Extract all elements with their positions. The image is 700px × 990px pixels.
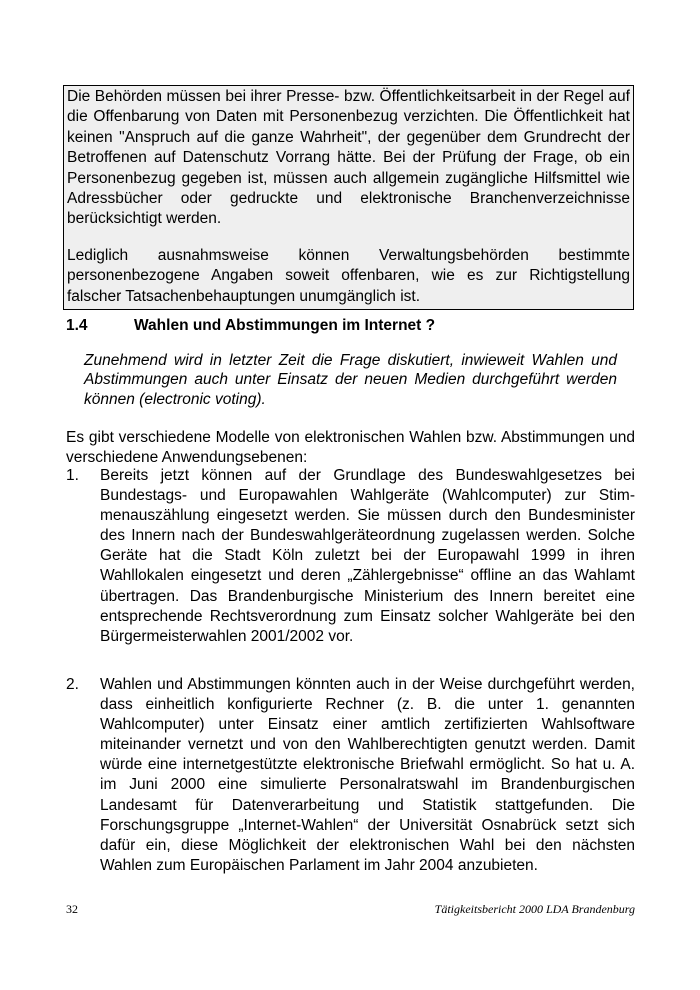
list-item: [66, 675, 635, 876]
list-item-text: Wahlen und Abstimmungen könnten auch in der Weise durchgeführt werden, dass einheitlich konfigurierte Rechner (z. B. die unter 1. genannten Wahlcomputer) unter Einsatz einer amtlich zertifizierten Wahlsoftware miteinander vernetzt und von den Wahlberechtigten genutzt werden. Damit würde eine internetgestützte elektronische Briefwahl ermöglicht. So hat u. A. im Juni 2000 eine simulierte Personalratswahl im Brandenburgischen Landesamt für Datenverarbeitung und Statistik stattgefunden. Die Forschungsgruppe „Internet-Wahlen“ der Universität Osnabrück setzt sich dafür ein, diese Möglichkeit der elektronischen Wahl bei den nächsten Wahlen zum Europäischen Parlament im Jahr 2004 anzubieten.: [100, 676, 635, 874]
boxed-note-paragraph-2: Lediglich ausnahmsweise können Verwaltungsbehörden bestimmte personenbezogene Angaben soweit offenbaren, wie es zur Richtigstellung falscher Tatsachenbehauptungen unumgänglich ist.: [67, 246, 630, 305]
section-number: 1.4: [66, 317, 88, 334]
list-item-text: Bereits jetzt können auf der Grundlage des Bundeswahlgesetzes bei Bundestags- und Europawahlen Wahlgeräte (Wahlcomputer) zur Stimmenauszählung eingesetzt werden. Sie müssen durch den Bundesminister des Innern nach der Bundeswahlgeräteordnung zugelassen werden. Solche Geräte hat die Stadt Köln zuletzt bei der Europawahl 1999 in ihren Wahllokalen eingesetzt und deren „Zählergebnisse“ offline an das Wahlamt übertragen. Das Brandenburgische Ministerium des Innern bereitet eine entsprechende Rechtsverordnung zum Einsatz solcher Wahlgeräte bei den Bürgermeisterwahlen 2001/2002 vor.: [100, 467, 635, 645]
boxed-note-paragraph-1: Die Behörden müssen bei ihrer Presse- bzw. Öffentlichkeitsarbeit in der Regel auf die Offenbarung von Daten mit Personenbezug verzichten. Die Öffentlichkeit hat keinen "Anspruch auf die ganze Wahrheit", der gegenüber dem Grundrecht der Betroffenen auf Datenschutz Vorrang hätte. Bei der Prüfung der Frage, ob ein Personenbezug gegeben ist, müssen auch allgemein zugängliche Hilfsmittel wie Adressbücher oder gedruckte und elektronische Branchenverzeichnisse berücksichtigt werden.: [67, 88, 630, 228]
list-item: [66, 466, 635, 647]
report-title: Tätigkeitsbericht 2000 LDA Brandenburg: [434, 902, 635, 916]
section-intro: Zunehmend wird in letzter Zeit die Frage diskutiert, inwieweit Wahlen und Abstimmungen auch unter Einsatz der neuen Medien durchgeführt werden können (electronic voting).: [84, 352, 617, 408]
section-heading: [66, 316, 636, 336]
lead-paragraph: Es gibt verschiedene Modelle von elektronischen Wahlen bzw. Abstimmungen und verschiedene Anwendungsebenen:: [66, 429, 635, 466]
section-title: Wahlen und Abstimmungen im Internet ?: [134, 317, 436, 334]
list-item-number: 1.: [66, 467, 79, 484]
list-item-number: 2.: [66, 676, 79, 693]
boxed-note: [63, 85, 634, 310]
page-number: 32: [66, 902, 78, 916]
